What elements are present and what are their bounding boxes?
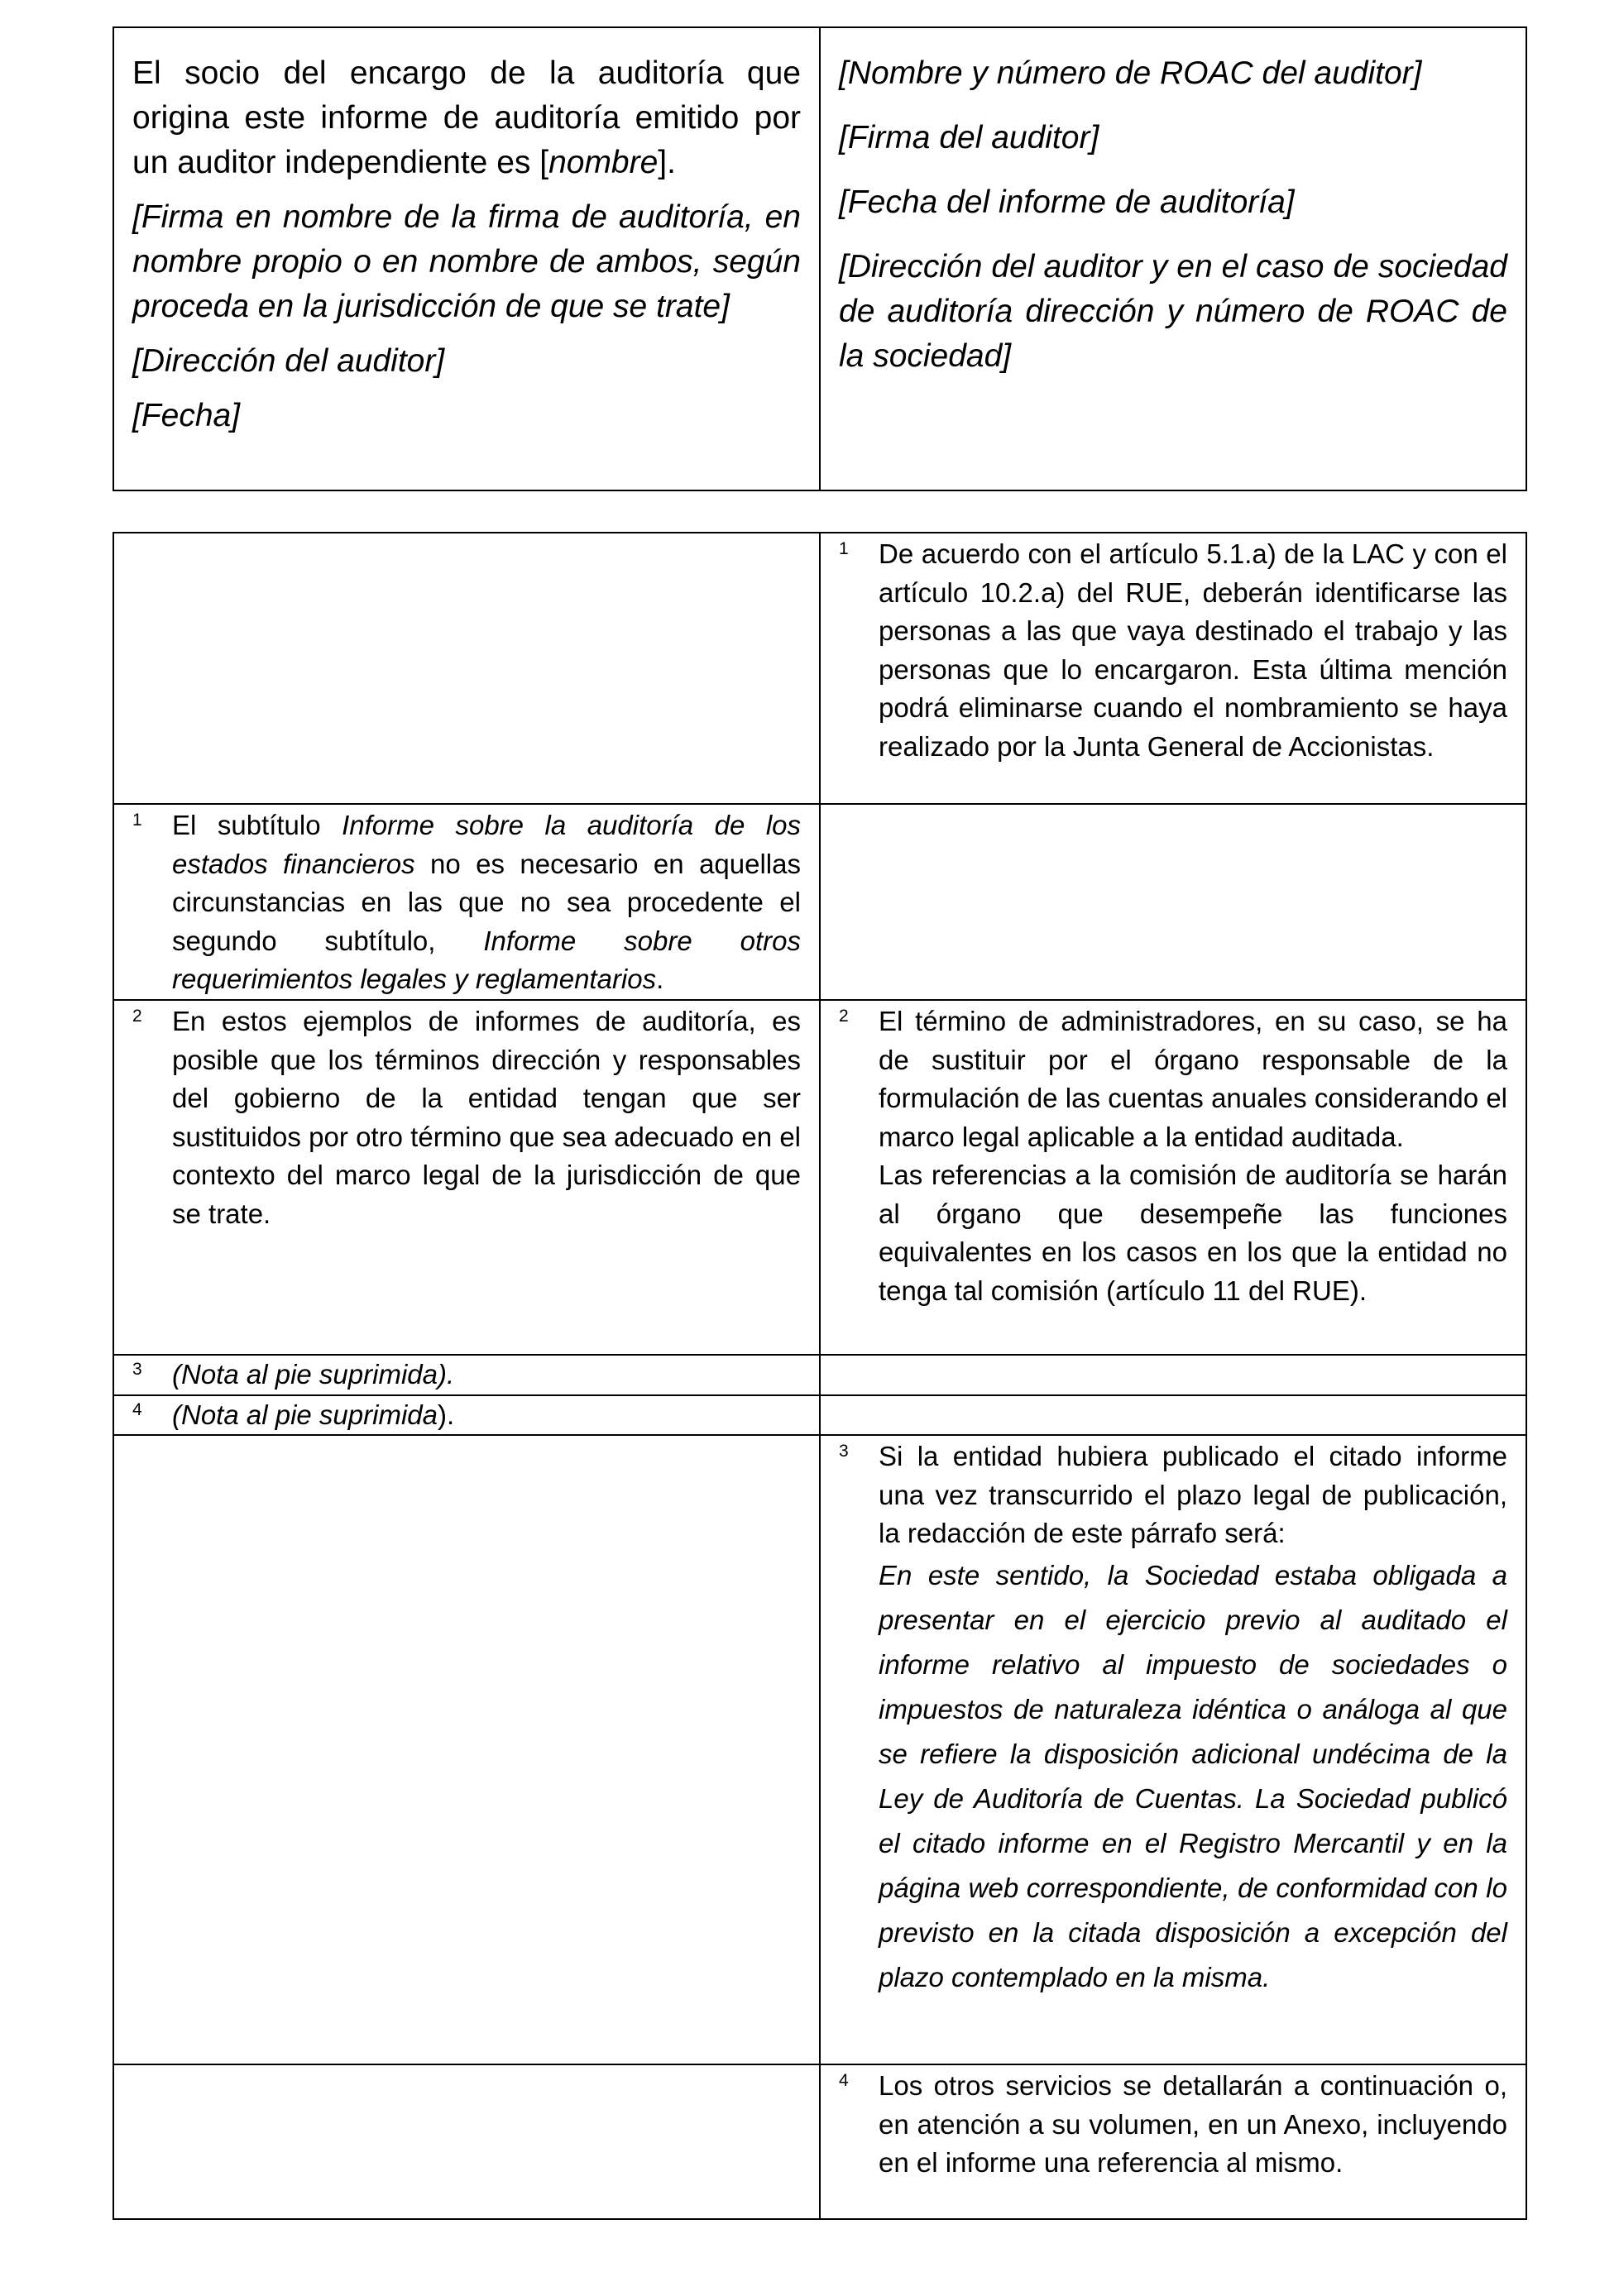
table-row	[113, 1435, 1526, 2064]
auditor-roac-placeholder: [Nombre y número de ROAC del auditor]	[839, 55, 1422, 91]
footnote-cell	[113, 804, 820, 1000]
footnote-text: El subtítulo Informe sobre la auditoría de los estados financieros no es necesario en aquellas circunstancias en las que no sea procedente el segundo subtítulo, Informe sobre otros requerimientos legales y reglamentarios.	[172, 810, 801, 994]
empty-cell	[113, 533, 820, 804]
table-row	[113, 533, 1526, 804]
footnote-number: 2	[839, 1007, 849, 1026]
footnote-number: 1	[839, 539, 849, 558]
auditor-address-placeholder: [Dirección del auditor]	[132, 343, 445, 379]
footnote-cell	[113, 1355, 820, 1395]
empty-cell	[820, 1395, 1526, 1436]
footnote-number: 4	[132, 1399, 142, 1419]
table-row	[113, 1000, 1526, 1355]
footnote-quote: En este sentido, la Sociedad estaba obligada a presentar en el ejercicio previo al auditado el informe relativo al impuesto de sociedades o impuestos de naturaleza idéntica o análoga al que se refiere la disposición adicional undécima de la Ley de Auditoría de Cuentas. La Sociedad publicó el citado informe en el Registro Mercantil y en la página web correspondiente, de conformidad con lo previsto en la citada disposición a excepción del plazo contemplado en la misma.	[879, 1559, 1507, 1992]
footnote-cell	[820, 533, 1526, 804]
footnote-number: 2	[132, 1007, 142, 1026]
footnote-cell	[820, 1435, 1526, 2064]
auditor-signature-placeholder: [Firma del auditor]	[839, 120, 1099, 155]
footnote-number: 3	[132, 1360, 142, 1379]
footnote-cell	[113, 1000, 820, 1355]
empty-cell	[820, 1355, 1526, 1395]
footnote-text: (Nota al pie suprimida).	[172, 1359, 455, 1390]
footnote-text: En estos ejemplos de informes de auditoría, es posible que los términos dirección y responsables del gobierno de la entidad tengan que ser sustituidos por otro término que sea adecuado en el contexto del marco legal de la jurisdicción de que se trate.	[172, 1006, 801, 1229]
footnote-text: El término de administradores, en su caso, se ha de sustituir por el órgano responsable de la formulación de las cuentas anuales considerando el marco legal aplicable a la entidad auditada. Las referencias a la comisión de auditoría se harán al órgano que desempeñe las funciones equivalentes en los casos en los que la entidad no tenga tal comisión (artículo 11 del RUE).	[879, 1006, 1507, 1306]
footnotes-table	[113, 532, 1527, 2220]
empty-cell	[113, 1435, 820, 2064]
signature-firm-placeholder: [Firma en nombre de la firma de auditoría, en nombre propio o en nombre de ambos, según proceda en la jurisdicción de que se trate]	[132, 199, 801, 324]
report-date-placeholder: [Fecha del informe de auditoría]	[839, 184, 1295, 220]
table-row	[113, 1395, 1526, 1436]
footnote-cell	[820, 2064, 1526, 2219]
signature-right-cell	[820, 27, 1526, 490]
footnote-text: Si la entidad hubiera publicado el citado informe una vez transcurrido el plazo legal de publicación, la redacción de este párrafo será: En este sentido, la Sociedad estaba obligada a presentar en el ejercicio previo al auditado el informe relativo al impuesto de sociedades o impuestos de naturaleza idéntica o análoga al que se refiere la disposición adicional undécima de la Ley de Auditoría de Cuentas. La Sociedad publicó el citado informe en el Registro Mercantil y en la página web correspondiente, de conformidad con lo previsto en la citada disposición a excepción del plazo contemplado en la misma.	[879, 1437, 1526, 2000]
signature-table	[113, 26, 1527, 491]
signature-partner-text: El socio del encargo de la auditoría que origina este informe de auditoría emitido por un auditor independiente es [nombre].	[132, 55, 801, 180]
date-placeholder: [Fecha]	[132, 398, 241, 433]
footnote-number: 3	[839, 1442, 849, 1461]
footnote-number: 4	[839, 2071, 849, 2090]
table-row	[113, 2064, 1526, 2219]
footnote-cell	[820, 1000, 1526, 1355]
empty-cell	[113, 2064, 820, 2219]
footnote-cell	[113, 1395, 820, 1436]
footnote-text: (Nota al pie suprimida).	[172, 1399, 455, 1430]
firm-address-placeholder: [Dirección del auditor y en el caso de sociedad de auditoría dirección y número de ROAC de la sociedad]	[839, 249, 1507, 374]
table-row	[113, 804, 1526, 1000]
footnote-number: 1	[132, 811, 142, 830]
empty-cell	[820, 804, 1526, 1000]
footnote-text: Los otros servicios se detallarán a continuación o, en atención a su volumen, en un Anexo, incluyendo en el informe una referencia al mismo.	[879, 2070, 1507, 2178]
footnote-text: De acuerdo con el artículo 5.1.a) de la LAC y con el artículo 10.2.a) del RUE, deberán identificarse las personas a las que vaya destinado el trabajo y las personas que lo encargaron. Esta última mención podrá eliminarse cuando el nombramiento se haya realizado por la Junta General de Accionistas.	[879, 538, 1507, 762]
table-row	[113, 1355, 1526, 1395]
signature-left-cell	[113, 27, 820, 490]
